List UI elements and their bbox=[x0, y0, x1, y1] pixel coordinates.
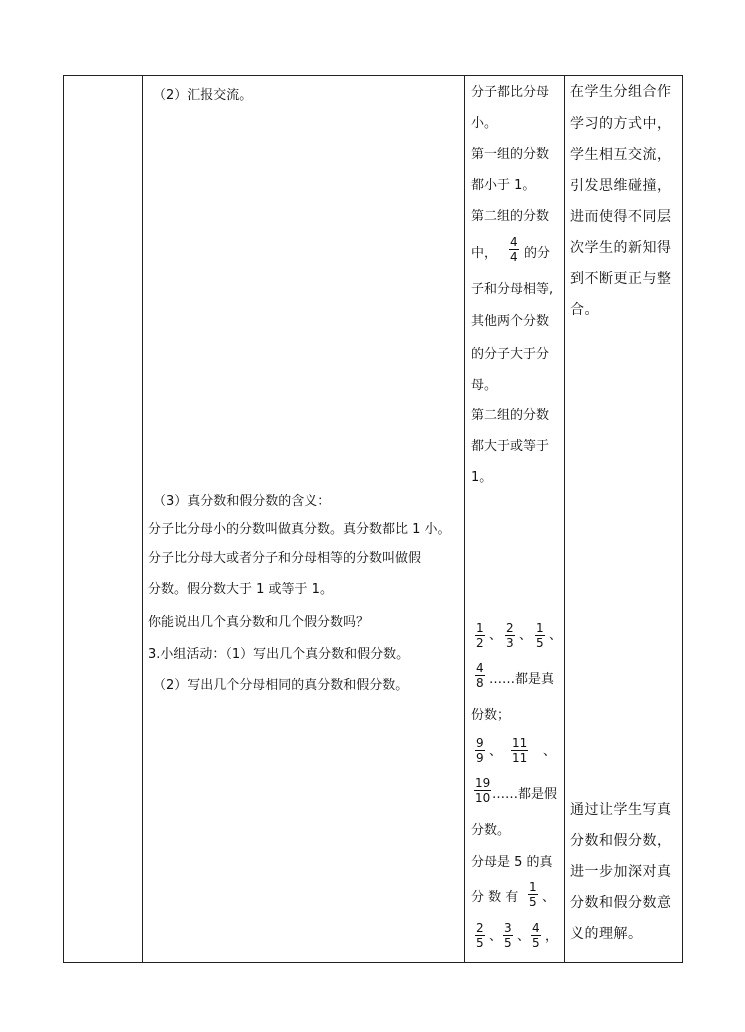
teaching-process-cell bbox=[143, 76, 465, 963]
definition-improper-1: 分子比分母大或者分子和分母相等的分数叫做假 bbox=[148, 551, 422, 566]
fraction: 3 5 bbox=[504, 921, 512, 950]
text-line: 分 数 有 bbox=[471, 890, 519, 905]
fraction: 2 5 bbox=[476, 921, 484, 950]
text-line: 在学生分组合作 bbox=[570, 84, 672, 100]
separator: 、 bbox=[542, 890, 556, 905]
fraction: 9 9 bbox=[476, 736, 484, 765]
text-line: 母。 bbox=[471, 378, 498, 393]
group-activity-2: （2）写出几个分母相同的真分数和假分数。 bbox=[153, 678, 409, 693]
meaning-title: （3）真分数和假分数的含义： bbox=[153, 494, 331, 509]
text-line: 学习的方式中， bbox=[570, 116, 672, 132]
text-line: 分数。 bbox=[471, 823, 511, 838]
text-line: 学生相互交流， bbox=[570, 147, 672, 163]
text-line: 1。 bbox=[471, 470, 493, 485]
text-line: 次学生的新知得 bbox=[570, 240, 672, 256]
text-line: 的分 bbox=[524, 246, 551, 261]
text-line: ……都是假 bbox=[492, 787, 558, 802]
fraction: 2 3 bbox=[506, 621, 514, 650]
separator: 、 bbox=[543, 744, 557, 759]
student-activity-cell bbox=[465, 76, 565, 963]
text-line: 都大于或等于 bbox=[471, 439, 550, 454]
separator: 、 bbox=[517, 929, 531, 944]
text-line: 小。 bbox=[471, 116, 498, 131]
text-line: 到不断更正与整 bbox=[570, 271, 672, 287]
separator: 、 bbox=[549, 628, 563, 643]
text-line: 分数和假分数， bbox=[570, 833, 672, 849]
text-line: ……都是真 bbox=[489, 672, 555, 687]
definition-proper: 分子比分母小的分数叫做真分数。真分数都比 1 小。 bbox=[148, 522, 451, 537]
group-activity-1: 3.小组活动：（1）写出几个真分数和假分数。 bbox=[148, 647, 410, 662]
text-line: 其他两个分数 bbox=[471, 314, 550, 329]
text-line: 分子都比分母 bbox=[471, 85, 550, 100]
text-line: 都小于 1。 bbox=[471, 178, 536, 193]
fraction: 1 5 bbox=[536, 621, 544, 650]
fraction: 1 2 bbox=[476, 621, 484, 650]
separator: 、 bbox=[489, 744, 503, 759]
design-intent-cell bbox=[565, 76, 683, 963]
text-line: 分数和假分数意 bbox=[570, 895, 672, 911]
text-line: 的分子大于分 bbox=[471, 347, 550, 362]
text-line: 中， bbox=[471, 246, 498, 261]
text-line: 义的理解。 bbox=[570, 926, 643, 942]
text-line: 第二组的分数 bbox=[471, 408, 550, 423]
text-line: 通过让学生写真 bbox=[570, 802, 672, 818]
text-line: 合。 bbox=[570, 302, 599, 318]
text-line: 第二组的分数 bbox=[471, 209, 550, 224]
fraction: 4 8 bbox=[476, 661, 484, 690]
fraction: 19 10 bbox=[475, 776, 491, 805]
text-line: 第一组的分数 bbox=[471, 147, 550, 162]
table-row bbox=[64, 76, 683, 963]
separator: 、 bbox=[489, 628, 503, 643]
fraction: 1 5 bbox=[529, 880, 537, 909]
lesson-table bbox=[63, 75, 683, 963]
separator: 、 bbox=[519, 628, 533, 643]
text-line: 进一步加深对真 bbox=[570, 864, 672, 880]
definition-improper-2: 分数。假分数大于 1 或等于 1。 bbox=[148, 582, 333, 597]
text-line: 份数； bbox=[471, 708, 511, 723]
separator: 、 bbox=[489, 929, 503, 944]
question: 你能说出几个真分数和几个假分数吗？ bbox=[148, 615, 370, 630]
separator: ， bbox=[545, 929, 559, 944]
text-line: 分母是 5 的真 bbox=[471, 855, 553, 870]
report-exchange: （2）汇报交流。 bbox=[153, 88, 253, 103]
fraction: 4 4 bbox=[510, 235, 518, 264]
empty-column-cell bbox=[64, 76, 143, 963]
text-line: 进而使得不同层 bbox=[570, 209, 672, 225]
fraction: 4 5 bbox=[532, 921, 540, 950]
text-line: 子和分母相等, bbox=[471, 282, 554, 297]
fraction: 11 11 bbox=[512, 736, 528, 765]
text-line: 引发思维碰撞， bbox=[570, 178, 672, 194]
